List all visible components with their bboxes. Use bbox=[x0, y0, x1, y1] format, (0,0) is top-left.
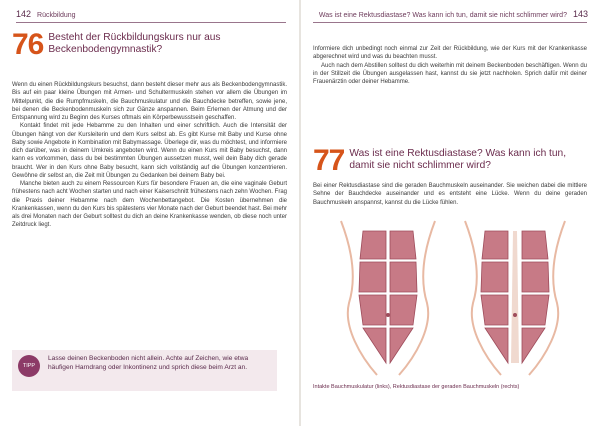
question-77-heading bbox=[313, 146, 587, 176]
right-page-number: 143 bbox=[572, 9, 588, 19]
question-76-heading bbox=[12, 30, 287, 60]
right-page-header bbox=[319, 9, 588, 21]
torso-intact bbox=[341, 221, 435, 375]
left-page bbox=[0, 0, 299, 426]
abdominal-muscles-illustration bbox=[313, 217, 589, 377]
right-intro-body bbox=[313, 45, 587, 86]
tip-badge: TIPP bbox=[18, 355, 40, 377]
left-header-rule bbox=[16, 22, 286, 23]
body-paragraph: Kontakt findet mit jede Hebamme zu den Inhalten und einer schriftlich. Auch die Intensität der Übungen hängt von der Kursleiterin und dem Kurs selbst ab. Es gibt Kurse mit Baby und Kurse ohne Baby sowie Angebote in Kombination mit Babymassage. Überlege dir, was du möchtest, und informiere dich darüber, was in deinem Umkreis angeboten wird. Wenn du einen Kurs mit Baby besuchst, dann kann es vorkommen, dass du bei bestimmten Übungen aussetzen musst, weil dein Baby dich gerade braucht. Wer in den Kurs ohne Baby besucht, kann sich vollständig auf die Übungen konzentrieren. Gewöhne dir selbst an, die Zeit mit Übungen zu Gedanken bei deinem Baby bei. bbox=[12, 123, 287, 179]
question-77-number: 77 bbox=[313, 144, 345, 177]
question-77-title: Was ist eine Rektusdiastase? Was kann ich tun, damit sie nicht schlimmer wird? bbox=[349, 148, 567, 171]
right-running-head: Was ist eine Rektusdiastase? Was kann ich tun, damit sie nicht schlimmer wird? bbox=[318, 12, 567, 19]
tip-text: Lasse deinen Beckenboden nicht allein. Achte auf Zeichen, wie etwa häufigen Harndrang oder Inkontinenz und sprich diese beim Arzt an. bbox=[48, 355, 249, 371]
question-76-title: Besteht der Rückbildungskurs nur aus Beckenbodengymnastik? bbox=[48, 32, 221, 55]
right-page bbox=[301, 0, 600, 426]
left-running-head: Rückbildung bbox=[37, 12, 76, 19]
question-77-body bbox=[313, 182, 587, 207]
body-paragraph: Auch nach dem Abstillen solltest du dich weiterhin mit deinem Beckenboden beschäftigen. Wenn du in der Stillzeit die Übungen ausgelassen hast, kannst du sie jetzt nachholen. Sprich dafür mit deiner Frauenärztin oder deiner Hebamme. bbox=[313, 62, 587, 85]
body-paragraph: Informiere dich unbedingt noch einmal zur Zeit der Rückbildung, wie der Kurs mit der Krankenkasse abgerechnet wird und was du beachten musst. bbox=[313, 46, 587, 61]
right-header-rule bbox=[313, 22, 587, 23]
torso-diastasis bbox=[465, 221, 565, 375]
question-76-body bbox=[12, 81, 287, 230]
body-paragraph: Manche bieten auch zu einem Ressourcen Kurs für besondere Frauen an, die eine vaginale Geburt frühestens nach acht Wochen starten und nach einer Kaiserschnitt frühestens nach zehn Wochen. Frag die Praxis deiner Hebamme nach dem Wochenbettangebot. Die Kosten übernehmen die Krankenkassen, wenn du den Kurs bis spätestens vier Monate nach der Geburt beendet hast. Bei mehr als drei Monaten nach der Geburt solltest du dich an deine Krankenkasse wenden, ob diese noch unter Zeitdruck liegt. bbox=[12, 181, 287, 229]
figure-caption: Intakte Bauchmuskulatur (links), Rektusdiastase der geraden Bauchmuskeln (rechts) bbox=[313, 384, 520, 390]
tip-box bbox=[12, 350, 277, 391]
body-paragraph: Bei einer Rektusdiastase sind die geraden Bauchmuskeln auseinander. Sie weichen dabei die mittlere Sehne der Bauchdecke auseinander und es entsteht eine Lücke. Wenn du deine geraden Bauchmuskeln anspannst, kannst du die Lücke fühlen. bbox=[313, 183, 587, 206]
left-page-header bbox=[16, 9, 76, 21]
question-76-number: 76 bbox=[12, 28, 44, 61]
body-paragraph: Wenn du einen Rückbildungskurs besuchst, dann besteht dieser mehr aus als Beckenbodengymnastik. Bis auf ein paar kleine Übungen mit Armen- und Schultermuskeln stehen vor allem die Übungen im Mittelpunkt, die die Rumpfmuskeln, die Bauchmuskulatur und die Bauchdecke betreffen, sowie jene, bei denen die Beckenbodenmuskeln sich zur Gänze anspannen. Beim Erlernen der Atmung und der Entspannung wird zu Beginn des Kurses oftmals ein Körperbewusstsein geschaffen. bbox=[12, 82, 287, 121]
left-page-number: 142 bbox=[16, 9, 32, 19]
rectus-diastasis-illustration-svg bbox=[313, 217, 589, 377]
